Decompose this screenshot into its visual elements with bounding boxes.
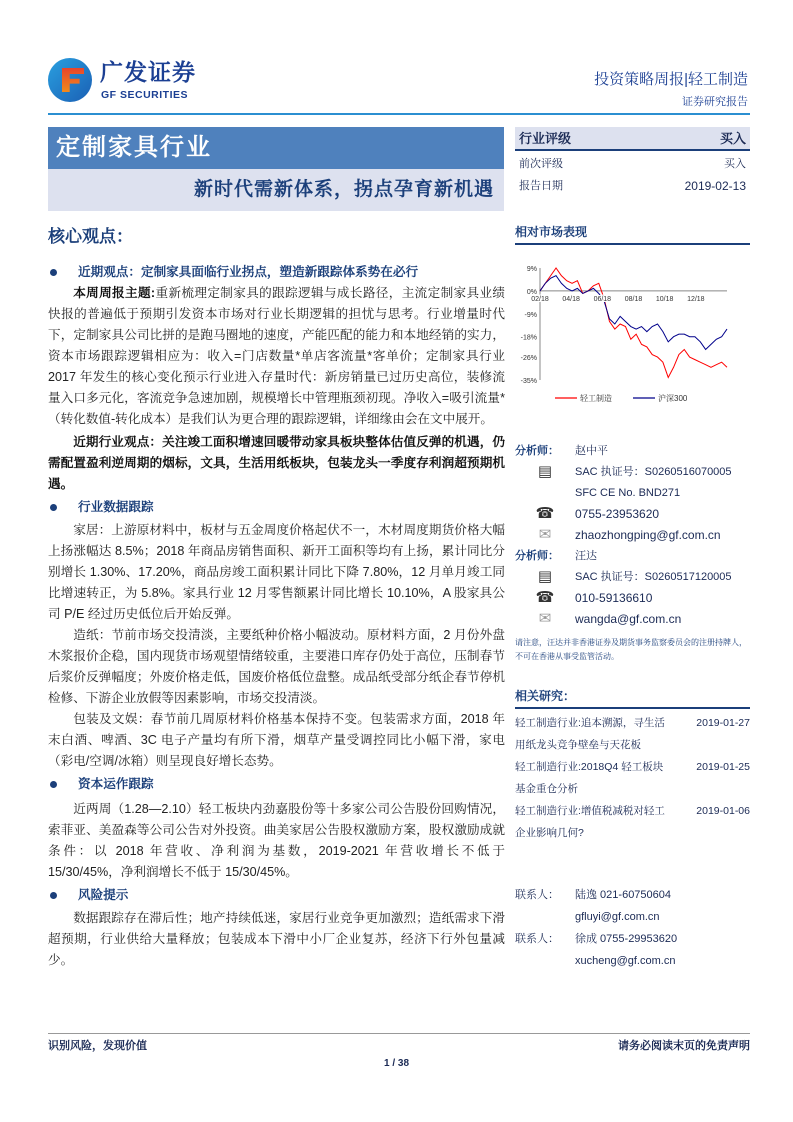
theme-text: 重新梳理定制家具的跟踪逻辑与成长路径，主流定制家具业绩快报的普遍低于预期引发资本市场对行业长期逻辑的担忧与思考。行业增量时代下，定制家具公司比拼的是跑马圈地的速度，产能匹配的能力和本地经销的实力，资本市场跟踪逻辑相应为：收入=门店数量*单店客流量*客单价；定制家具行业 2017 年发生的核心变化预示行业进入存量时代：新房销量已过历史高位，装修流量入口多元化，客流竞争急速加剧，规模增长中管理瓶颈初现。净收入=吸引流量*（转化数值-转化成本）是我们认为更合理的跟踪逻辑，详细缘由会在文中展开。	[48, 286, 506, 426]
paragraph-risk: 数据跟踪存在滞后性；地产持续低迷，家居行业竞争更加激烈；造纸需求下滑超预期，行业供给大量释放；包装成本下滑中小厂企业复苏，经济下行外包量减少。	[48, 911, 505, 967]
analyst-label: 分析师：	[515, 549, 559, 562]
logo-mark-icon	[48, 58, 92, 102]
analyst-email[interactable]: wangda@gf.com.cn	[575, 611, 682, 626]
x-tick-label: 04/18	[562, 295, 580, 303]
logo-en: GF SECURITIES	[101, 89, 189, 101]
analyst-sac: SAC 执证号：S0260516070005	[575, 465, 732, 478]
report-subtype: 证券研究报告	[682, 96, 748, 108]
rating-value: 买入	[719, 131, 746, 146]
x-tick-label: 06/18	[593, 295, 612, 303]
analyst-sac: SAC 执证号：S0260517120005	[575, 570, 732, 583]
disclaimer-note: 请注意，汪达并非香港证券及期货事务监察委员会的注册持牌人，不可在香港从事受监管活动。	[515, 638, 747, 661]
theme-lead: 本周周报主题:	[73, 286, 156, 300]
x-tick-label: 10/18	[655, 295, 674, 303]
relative-performance-chart	[515, 255, 750, 410]
rating-header	[515, 127, 750, 151]
related-item-date: 2019-01-06	[696, 805, 750, 817]
certificate-icon: ▤	[537, 567, 553, 585]
x-tick-label: 02/18	[531, 295, 549, 303]
analyst-name: 汪达	[575, 549, 597, 562]
paragraph-capital: 近两周（1.28—2.10）轻工板块内劲嘉股份等十多家公司公告股份回购情况，索菲亚、美盈森等公司公告对外投资。曲美家居公告股权激励方案，股权激励成就条件：以 2018 年营收、净利润为基数，2019-2021 年营收增长不低于 15/30/45%，净利润增长不低于 15/30/45%。	[48, 802, 505, 879]
section-recent-view: 近期观点：定制家具面临行业拐点，塑造新跟踪体系势在必行	[48, 262, 505, 283]
footer-disclaimer: 请务必阅读末页的免责声明	[618, 1040, 750, 1052]
paragraph-home: 家居：上游原材料中，板材与五金周度价格起伏不一，木材周度期货价格大幅上扬涨幅达 8.5%；2018 年商品房销售面积、新开工面积等均有上扬，累计同比分别增长 1.30%、17.20%，商品房竣工面积累计同比下降 7.80%，12 月单月竣工同比增速转正，为 5.8%。家具行业 12 月零售额累计同比增长 10.10%，A 股家具公司 P/E 经过历史低位后开始反弹。	[48, 523, 505, 621]
related-item-title: 轻工制造行业:2018Q4 轻工板块基金重仓分析	[515, 761, 664, 795]
related-item-date: 2019-01-25	[696, 761, 750, 773]
page-number: 1 / 38	[383, 1058, 410, 1069]
analyst-label: 分析师：	[515, 444, 559, 457]
paragraph-paper: 造纸：节前市场交投清淡，主要纸种价格小幅波动。原材料方面，2 月份外盘木浆报价企稳，国内现货市场观望情绪较重，主要港口库存仍处于高位，压制春节后浆价反弹幅度；外废价格走低，国废价格低位盘整。成品纸受部分纸企春节停机检修、下游企业放假等因素影响，市场交投清淡。	[48, 628, 505, 705]
y-tick-label: -26%	[520, 355, 537, 363]
y-tick-label: -18%	[520, 334, 537, 342]
x-tick-label: 08/18	[624, 295, 643, 303]
section-risk: 风险提示	[48, 885, 505, 906]
y-tick-label: -9%	[524, 311, 537, 319]
report-type: 投资策略周报|轻工制造	[594, 71, 748, 88]
legend-label: 轻工制造	[580, 394, 612, 403]
x-tick-label: 12/18	[687, 295, 705, 303]
section-data-tracking: 行业数据跟踪	[48, 497, 505, 518]
report-date-value: 2019-02-13	[684, 179, 746, 193]
related-item[interactable]	[515, 756, 750, 800]
y-tick-label: -35%	[520, 378, 537, 385]
analyst-sfc: SFC CE No. BND271	[575, 486, 681, 499]
market-title: 相对市场表现	[515, 224, 750, 245]
phone-icon: ☎	[535, 504, 555, 522]
analyst-1	[515, 440, 750, 629]
related-item-title: 轻工制造行业:追本溯源，寻生活用纸龙头竞争壁垒与天花板	[515, 717, 665, 751]
rating-label: 行业评级	[519, 131, 572, 146]
contact-email[interactable]: gfluyi@gf.com.cn	[575, 911, 660, 923]
series-line-hs300	[540, 276, 727, 350]
related-item[interactable]	[515, 800, 750, 844]
gf-logo	[48, 58, 208, 104]
main-body	[48, 262, 505, 971]
analyst-phone: 0755-23953620	[575, 506, 660, 521]
report-subtitle: 新时代需新体系，拐点孕育新机遇	[48, 169, 504, 211]
paragraph-industry-view: 近期行业观点：关注竣工面积增速回暖带动家具板块整体估值反弹的机遇，仍需配置盈利逆周期的烟标，文具，生活用纸板块，包装龙头一季度存利润超预期机遇。	[48, 435, 505, 491]
header-divider	[48, 113, 750, 115]
y-tick-label: 9%	[526, 266, 537, 273]
logo-cn: 广发证券	[100, 59, 196, 85]
contact-label: 联系人：	[515, 933, 559, 945]
contact-phone: 陆逸 021-60750604	[575, 889, 672, 901]
footer	[48, 1033, 750, 1053]
prev-rating-value: 买入	[724, 158, 746, 170]
phone-icon: ☎	[535, 588, 555, 606]
analyst-phone: 010-59136610	[575, 590, 653, 605]
paragraph-packaging: 包装及文娱：春节前几周原材料价格基本保持不变。包装需求方面，2018 年末白酒、啤酒、3C 电子产量均有所下滑，烟草产量受调控同比小幅下滑，家电（彩电/空调/冰箱）则呈现良好增长态势。	[48, 712, 505, 768]
prev-rating-label: 前次评级	[519, 158, 563, 170]
prev-rating	[515, 156, 750, 172]
y-tick-label: 0%	[526, 288, 537, 296]
related-item-title: 轻工制造行业:增值税减税对轻工企业影响几何?	[515, 805, 665, 839]
legend-label: 沪深300	[658, 394, 688, 403]
footer-slogan: 识别风险，发现价值	[48, 1040, 147, 1052]
contact-label: 联系人：	[515, 889, 559, 901]
contacts	[515, 884, 750, 972]
mail-icon: ✉	[538, 609, 552, 627]
section-capital: 资本运作跟踪	[48, 774, 505, 795]
related-item[interactable]	[515, 712, 750, 756]
related-title: 相关研究：	[515, 688, 750, 709]
paragraph-theme	[48, 283, 505, 430]
related-item-date: 2019-01-27	[696, 717, 750, 729]
related-list	[515, 712, 750, 844]
report-date	[515, 178, 750, 194]
analyst-name: 赵中平	[575, 444, 608, 457]
industry-title: 定制家具行业	[48, 127, 504, 169]
report-date-label: 报告日期	[519, 180, 563, 192]
series-line-light-industry	[540, 268, 727, 377]
mail-icon: ✉	[538, 525, 552, 543]
analyst-email[interactable]: zhaozhongping@gf.com.cn	[575, 527, 721, 542]
contact-email[interactable]: xucheng@gf.com.cn	[575, 955, 676, 967]
contact-phone: 徐成 0755-29953620	[575, 933, 678, 945]
certificate-icon: ▤	[537, 462, 553, 480]
core-heading: 核心观点：	[48, 227, 133, 246]
